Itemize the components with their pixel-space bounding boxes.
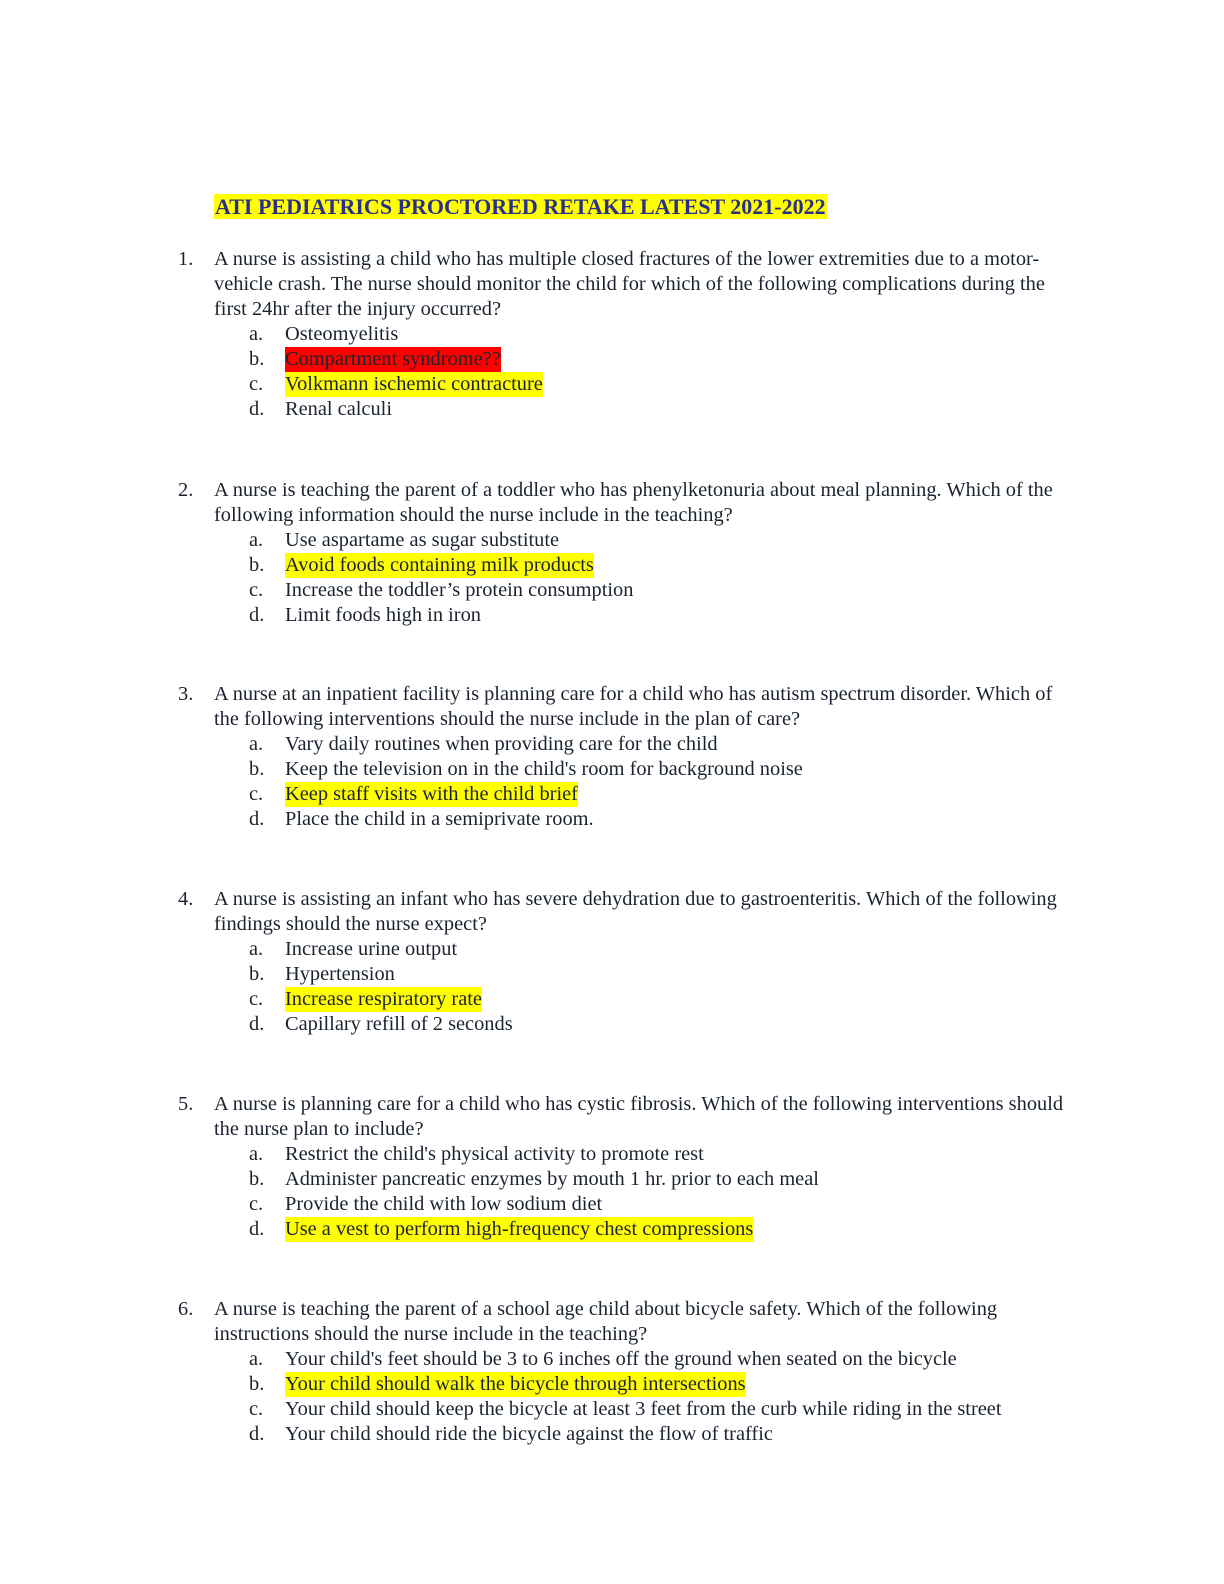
answer-option-a: a. Vary daily routines when providing care for the child — [249, 733, 718, 755]
answer-option-d: d. Limit foods high in iron — [249, 604, 481, 626]
question-number: 1. — [178, 248, 194, 270]
answer-text-highlighted: Increase respiratory rate — [285, 988, 482, 1010]
question-number: 4. — [178, 888, 194, 910]
answer-options — [0, 1347, 1224, 1447]
answer-option-d: d. Place the child in a semiprivate room. — [249, 808, 594, 830]
answer-option-c: c. Keep staff visits with the child brief — [249, 783, 578, 805]
answer-text: Limit foods high in iron — [285, 604, 481, 626]
answer-text-highlighted: Your child should walk the bicycle through intersections — [285, 1373, 746, 1395]
answer-text: Increase urine output — [285, 938, 458, 960]
answer-option-c: c. Provide the child with low sodium diet — [249, 1193, 603, 1215]
answer-options — [0, 322, 1224, 422]
answer-text-highlighted: Avoid foods containing milk products — [285, 554, 594, 576]
answer-text: Increase the toddler’s protein consumption — [285, 579, 634, 601]
answer-option-d: d. Your child should ride the bicycle against the flow of traffic — [249, 1423, 773, 1445]
answer-option-c: c. Increase the toddler’s protein consumption — [249, 579, 634, 601]
document-title — [214, 193, 827, 220]
answer-options — [0, 732, 1224, 832]
answer-text: Osteomyelitis — [285, 323, 399, 345]
answer-option-d: d. Capillary refill of 2 seconds — [249, 1013, 513, 1035]
question-stem: A nurse is assisting an infant who has severe dehydration due to gastroenteritis. Which of the following findings should the nurse expect? — [214, 888, 1057, 935]
answer-text: Use aspartame as sugar substitute — [285, 529, 560, 551]
answer-option-b: b. Compartment syndrome?? — [249, 348, 501, 370]
answer-option-b: b. Avoid foods containing milk products — [249, 554, 594, 576]
answer-option-d: d. Use a vest to perform high-frequency chest compressions — [249, 1218, 754, 1240]
question-stem: A nurse is teaching the parent of a toddler who has phenylketonuria about meal planning. Which of the following information should the nurse include in the teaching? — [214, 479, 1053, 526]
answer-text: Keep the television on in the child's room for background noise — [285, 758, 803, 780]
answer-text: Your child should ride the bicycle against the flow of traffic — [285, 1423, 773, 1445]
answer-text: Vary daily routines when providing care for the child — [285, 733, 718, 755]
answer-text: Your child's feet should be 3 to 6 inches off the ground when seated on the bicycle — [285, 1348, 957, 1370]
answer-option-a: a. Use aspartame as sugar substitute — [249, 529, 560, 551]
question-stem: A nurse at an inpatient facility is planning care for a child who has autism spectrum disorder. Which of the following interventions should the nurse include in the plan of care? — [214, 683, 1053, 730]
answer-option-a: a. Restrict the child's physical activity to promote rest — [249, 1143, 704, 1165]
answer-options — [0, 528, 1224, 628]
answer-text: Renal calculi — [285, 398, 393, 420]
question-number: 3. — [178, 683, 194, 705]
answer-option-a: a. Your child's feet should be 3 to 6 inches off the ground when seated on the bicycle — [249, 1348, 957, 1370]
answer-option-b: b. Your child should walk the bicycle through intersections — [249, 1373, 746, 1395]
answer-text-highlighted: Keep staff visits with the child brief — [285, 783, 578, 805]
answer-option-c: c. Your child should keep the bicycle at least 3 feet from the curb while riding in the street — [249, 1398, 1002, 1420]
answer-option-d: d. Renal calculi — [249, 398, 393, 420]
answer-text: Place the child in a semiprivate room. — [285, 808, 594, 830]
document-title-text: ATI PEDIATRICS PROCTORED RETAKE LATEST 2021-2022 — [215, 194, 826, 219]
answer-text: Restrict the child's physical activity to promote rest — [285, 1143, 704, 1165]
answer-text-highlighted: Volkmann ischemic contracture — [285, 373, 543, 395]
answer-text-highlighted-red: Compartment syndrome?? — [285, 348, 501, 370]
question-stem: A nurse is planning care for a child who has cystic fibrosis. Which of the following interventions should the nurse plan to include? — [214, 1093, 1064, 1140]
answer-option-c: c. Increase respiratory rate — [249, 988, 482, 1010]
answer-option-a: a. Osteomyelitis — [249, 323, 399, 345]
question-number: 2. — [178, 479, 194, 501]
answer-text: Capillary refill of 2 seconds — [285, 1013, 513, 1035]
question-stem: A nurse is assisting a child who has multiple closed fractures of the lower extremities due to a motor-vehicle crash. The nurse should monitor the child for which of the following complications during the first 24hr after the injury occurred? — [214, 248, 1045, 320]
answer-text: Hypertension — [285, 963, 395, 985]
answer-option-b: b. Administer pancreatic enzymes by mouth 1 hr. prior to each meal — [249, 1168, 819, 1190]
question-number: 6. — [178, 1298, 194, 1320]
answer-text: Your child should keep the bicycle at least 3 feet from the curb while riding in the street — [285, 1398, 1002, 1420]
question-number: 5. — [178, 1093, 194, 1115]
answer-text: Administer pancreatic enzymes by mouth 1 hr. prior to each meal — [285, 1168, 819, 1190]
answer-option-c: c. Volkmann ischemic contracture — [249, 373, 543, 395]
answer-option-a: a. Increase urine output — [249, 938, 458, 960]
answer-text-highlighted: Use a vest to perform high-frequency chest compressions — [285, 1218, 754, 1240]
answer-options — [0, 1142, 1224, 1242]
answer-options — [0, 937, 1224, 1037]
answer-option-b: b. Hypertension — [249, 963, 395, 985]
answer-option-b: b. Keep the television on in the child's room for background noise — [249, 758, 803, 780]
question-stem: A nurse is teaching the parent of a school age child about bicycle safety. Which of the following instructions should the nurse include in the teaching? — [214, 1298, 998, 1345]
answer-text: Provide the child with low sodium diet — [285, 1193, 603, 1215]
